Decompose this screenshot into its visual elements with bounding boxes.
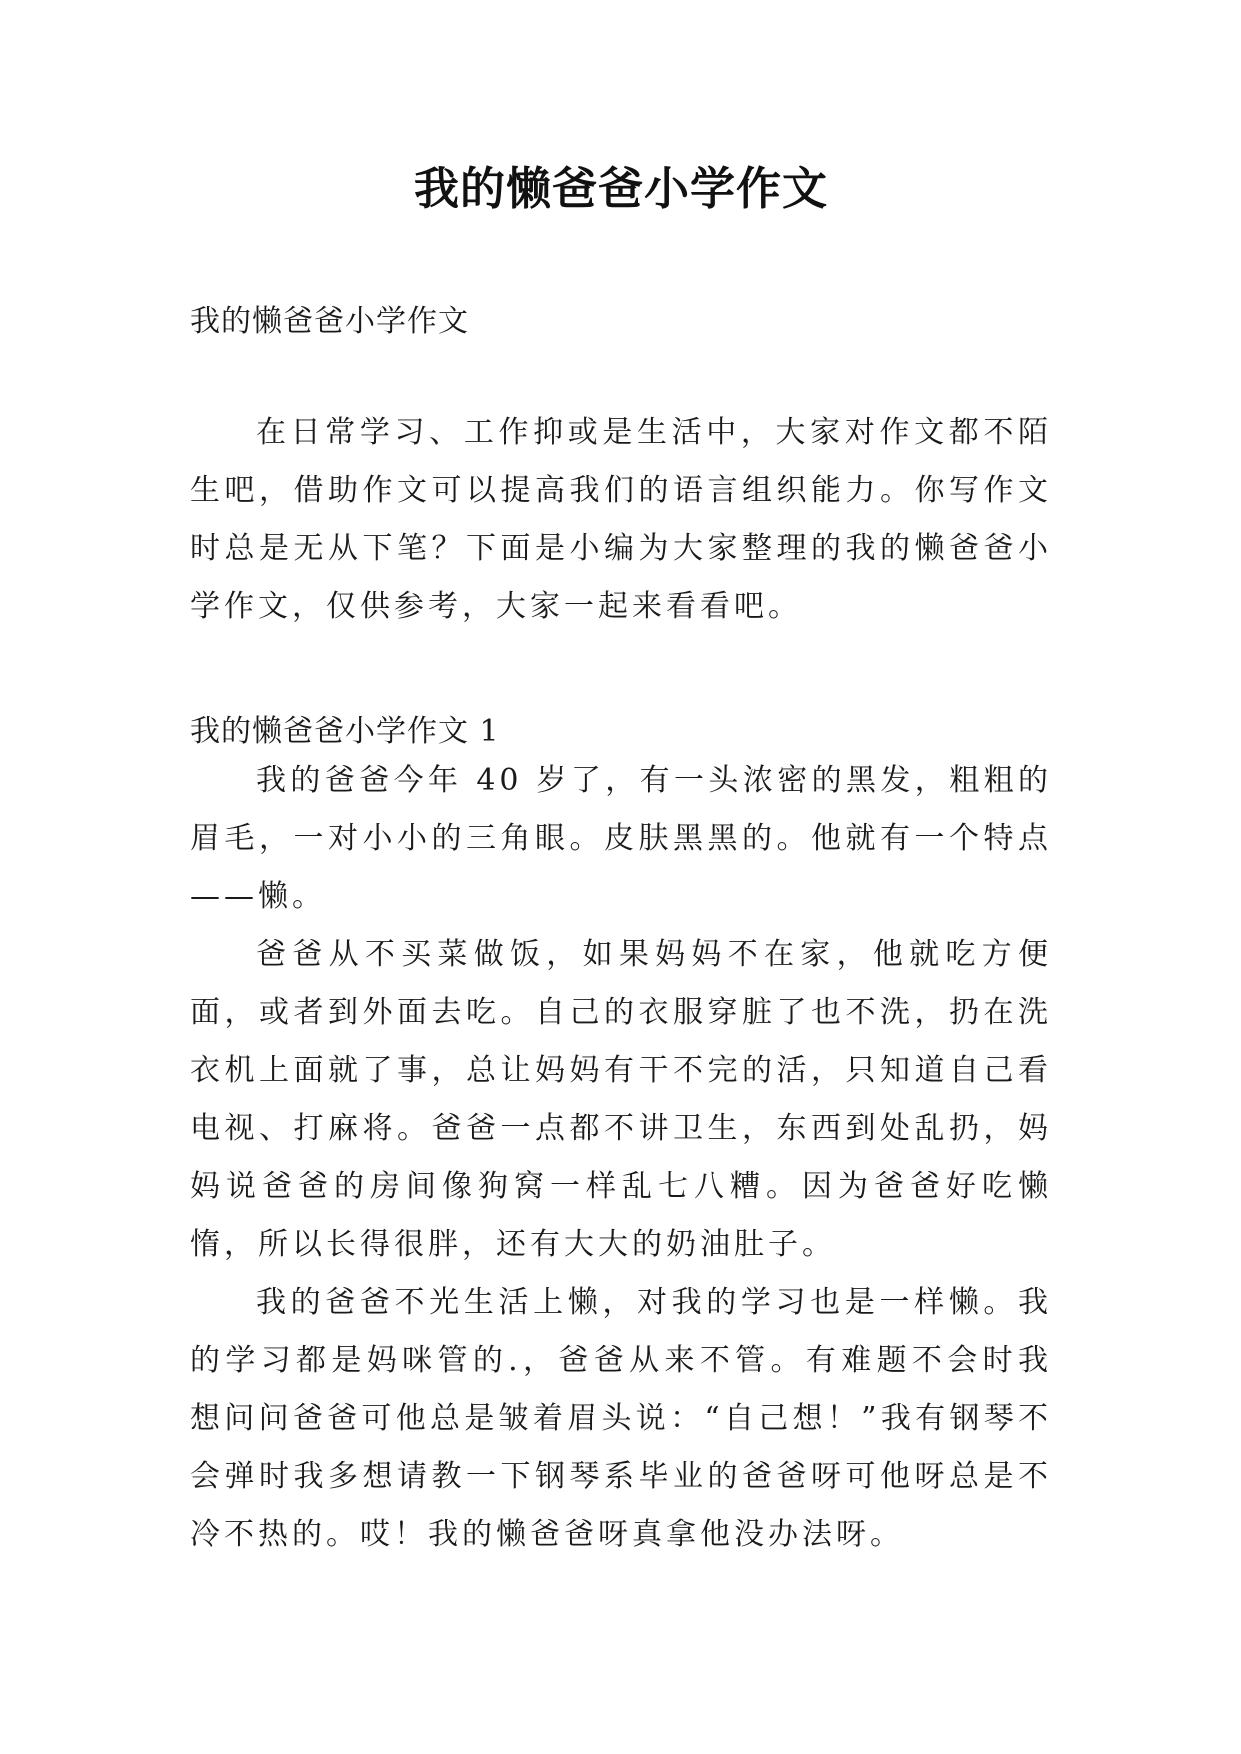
essay-paragraph-1: 我的爸爸今年 40 岁了，有一头浓密的黑发，粗粗的眉毛，一对小小的三角眼。皮肤黑黑的。他就有一个特点——懒。	[190, 763, 1052, 914]
essay-paragraph-3: 我的爸爸不光生活上懒，对我的学习也是一样懒。我的学习都是妈咪管的.，爸爸从来不管。有难题不会时我想问问爸爸可他总是皱着眉头说：“自己想！”我有钢琴不会弹时我多想请教一下钢琴系毕业的爸爸呀可他呀总是不冷不热的。哎！我的懒爸爸呀真拿他没办法呀。	[190, 1285, 1052, 1552]
section-heading: 我的懒爸爸小学作文 1	[190, 714, 500, 749]
document-title: 我的懒爸爸小学作文	[413, 162, 828, 215]
intro-paragraph: 在日常学习、工作抑或是生活中，大家对作文都不陌生吧，借助作文可以提高我们的语言组织能力。你写作文时总是无从下笔？下面是小编为大家整理的我的懒爸爸小学作文，仅供参考，大家一起来看看吧。	[190, 415, 1052, 624]
document-subtitle: 我的懒爸爸小学作文	[190, 304, 469, 339]
essay-paragraph-2: 爸爸从不买菜做饭，如果妈妈不在家，他就吃方便面，或者到外面去吃。自己的衣服穿脏了也不洗，扔在洗衣机上面就了事，总让妈妈有干不完的活，只知道自己看电视、打麻将。爸爸一点都不讲卫生，东西到处乱扔，妈妈说爸爸的房间像狗窝一样乱七八糟。因为爸爸好吃懒惰，所以长得很胖，还有大大的奶油肚子。	[190, 937, 1052, 1262]
